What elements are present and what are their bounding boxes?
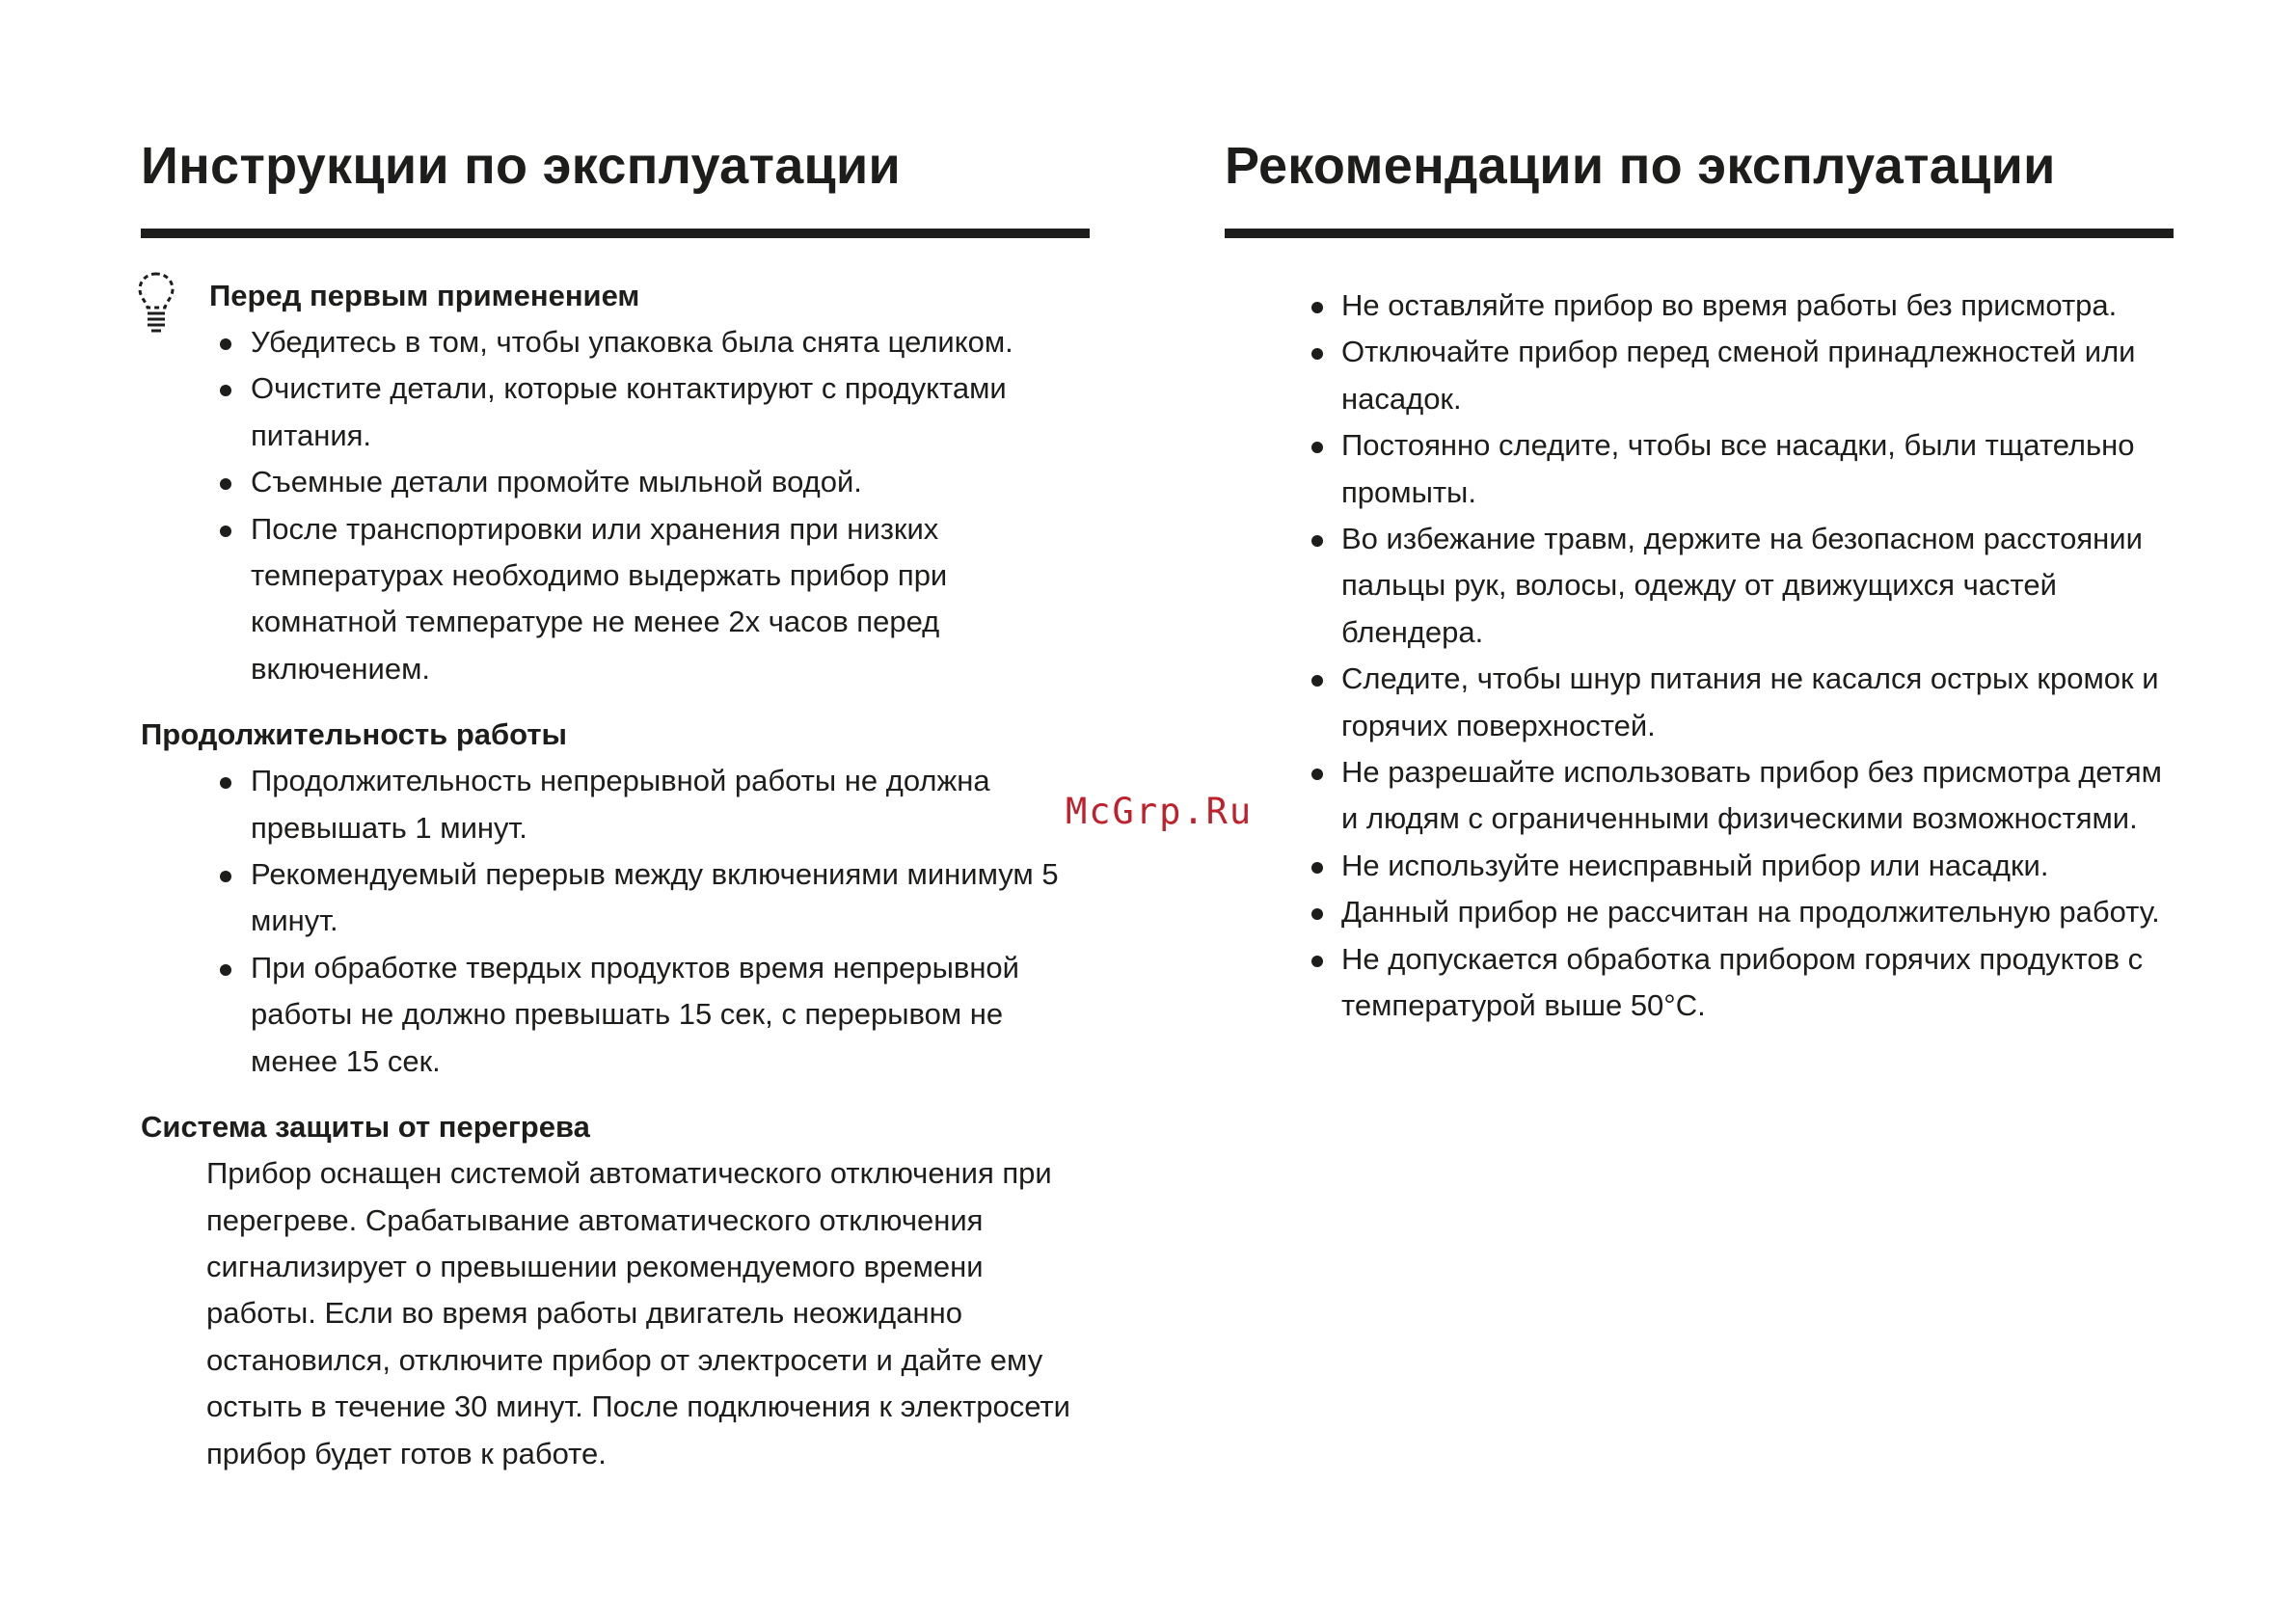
list-item: После транспортировки или хранения при низких температурах необходимо выдержать прибор при комнатной температуре не менее 2х часов перед включением. (141, 506, 1090, 693)
list-item: Постоянно следите, чтобы все насадки, были тщательно промыты. (1225, 422, 2174, 516)
first-use-list (141, 319, 1090, 692)
list-item: Не разрешайте использовать прибор без присмотра детям и людям с ограниченными физическими возможностями. (1225, 749, 2174, 843)
first-use-heading: Перед первым применением (209, 279, 640, 312)
list-item: Рекомендуемый перерыв между включениями минимум 5 минут. (141, 851, 1090, 945)
list-item: При обработке твердых продуктов время непрерывной работы не должно превышать 15 сек, с перерывом не менее 15 сек. (141, 945, 1090, 1085)
duration-section (141, 712, 1090, 1085)
watermark: McGrp.Ru (1066, 791, 1254, 832)
recommendations-list (1225, 283, 2174, 1030)
overheat-heading: Система защиты от перегрева (141, 1110, 590, 1145)
duration-heading: Продолжительность работы (141, 717, 567, 752)
instructions-column (141, 123, 1090, 1477)
overheat-section (141, 1104, 1090, 1477)
list-item: Очистите детали, которые контактируют с продуктами питания. (141, 365, 1090, 459)
instructions-title: Инструкции по эксплуатации (141, 137, 902, 195)
overheat-text: Прибор оснащен системой автоматического отключения при перегреве. Срабатывание автоматического отключения сигнализирует о превышении рекомендуемого времени работы. Если во время работы двигатель неожиданно остановился, отключите прибор от электросети и дайте ему остыть в течение 30 минут. После подключения к электросети прибор будет готов к работе. (206, 1156, 1070, 1470)
title-rule (1225, 229, 2174, 238)
first-use-section (141, 273, 1090, 692)
list-item: Не допускается обработка прибором горячих продуктов с температурой выше 50°C. (1225, 936, 2174, 1030)
list-item: Не оставляйте прибор во время работы без присмотра. (1225, 283, 2174, 329)
list-item: Продолжительность непрерывной работы не должна превышать 1 минут. (141, 758, 1090, 851)
list-item: Не используйте неисправный прибор или насадки. (1225, 843, 2174, 889)
duration-list (141, 758, 1090, 1085)
title-rule (141, 229, 1090, 238)
list-item: Убедитесь в том, чтобы упаковка была снята целиком. (141, 319, 1090, 365)
recommendations-column (1225, 123, 2174, 1030)
list-item: Отключайте прибор перед сменой принадлежностей или насадок. (1225, 329, 2174, 422)
list-item: Съемные детали промойте мыльной водой. (141, 459, 1090, 505)
list-item: Следите, чтобы шнур питания не касался острых кромок и горячих поверхностей. (1225, 656, 2174, 749)
recommendations-title: Рекомендации по эксплуатации (1225, 137, 2056, 195)
list-item: Во избежание травм, держите на безопасном расстоянии пальцы рук, волосы, одежду от движущихся частей блендера. (1225, 516, 2174, 656)
list-item: Данный прибор не рассчитан на продолжительную работу. (1225, 889, 2174, 935)
